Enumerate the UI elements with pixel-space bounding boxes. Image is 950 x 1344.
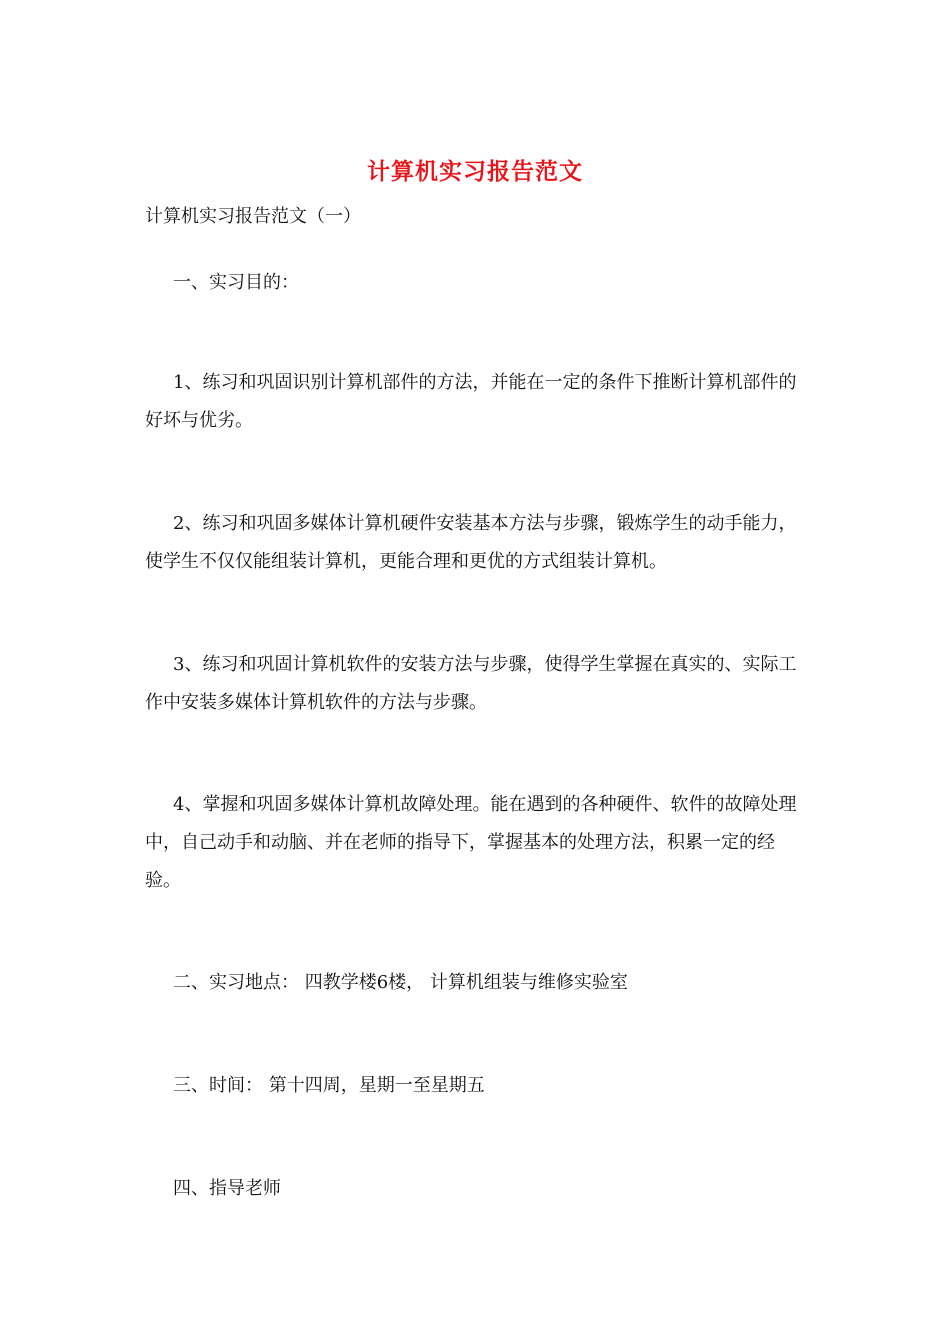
purpose-heading: 一、实习目的： [173, 272, 299, 293]
purpose-item-4: 4、掌握和巩固多媒体计算机故障处理。能在遇到的各种硬件、软件的故障处理中，自己动手和动脑、并在老师的指导下，掌握基本的处理方法，积累一定的经验。 [145, 794, 797, 891]
purpose-item-2: 2、练习和巩固多媒体计算机硬件安装基本方法与步骤，锻炼学生的动手能力，使学生不仅仅能组装计算机，更能合理和更优的方式组装计算机。 [145, 513, 797, 572]
time-line: 三、时间： 第十四周，星期一至星期五 [173, 1075, 485, 1096]
purpose-item-1: 1、练习和巩固识别计算机部件的方法，并能在一定的条件下推断计算机部件的好坏与优劣。 [145, 372, 797, 431]
document-subtitle: 计算机实习报告范文（一） [145, 206, 361, 227]
location-line: 二、实习地点： 四教学楼6楼， 计算机组装与维修实验室 [173, 972, 628, 993]
teacher-line: 四、指导老师 [173, 1178, 281, 1199]
purpose-item-3: 3、练习和巩固计算机软件的安装方法与步骤，使得学生掌握在真实的、实际工作中安装多媒体计算机软件的方法与步骤。 [145, 654, 797, 713]
document-title: 计算机实习报告范文 [367, 158, 583, 185]
